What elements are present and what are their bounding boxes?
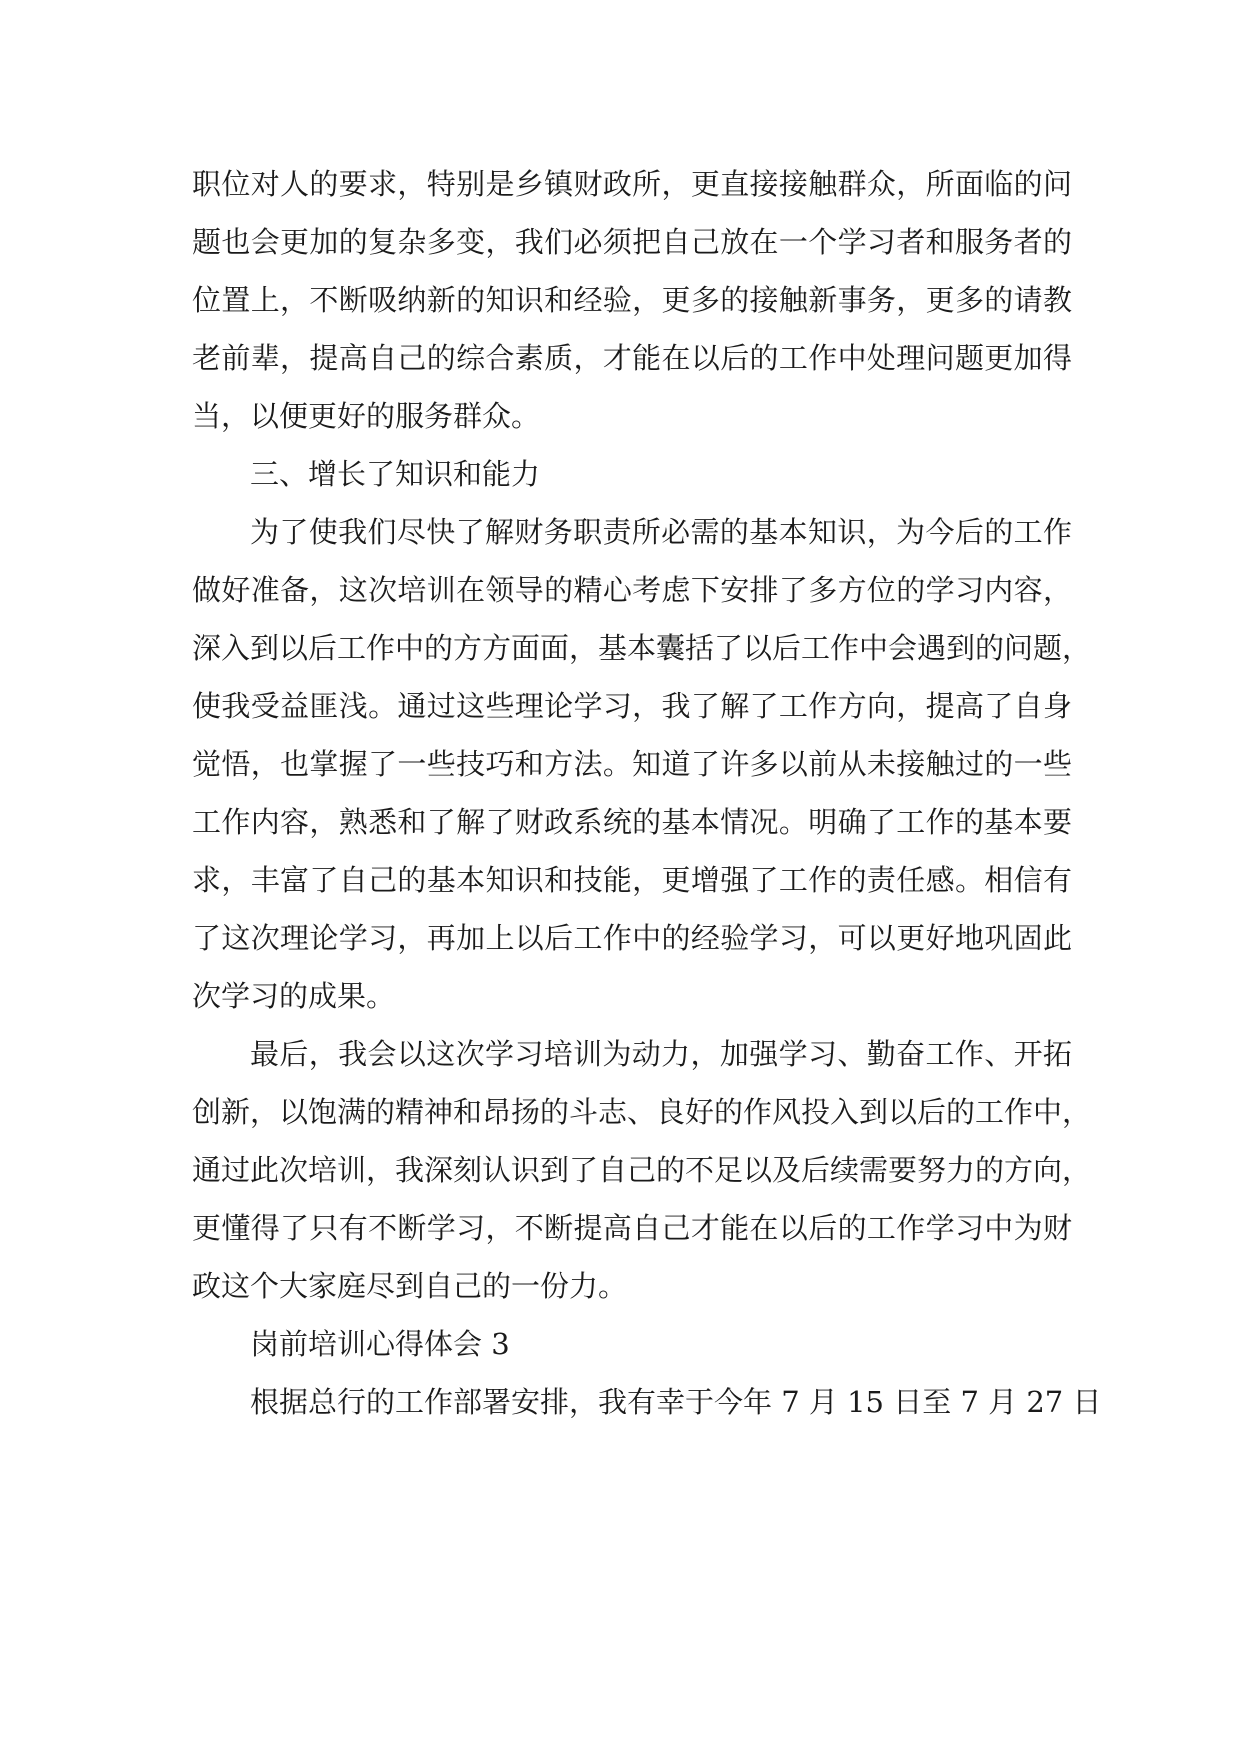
- paragraph-line: 深入到以后工作中的方方面面，基本囊括了以后工作中会遇到的问题，: [192, 631, 1092, 665]
- paragraph-line: 当，以便更好的服务群众。: [192, 399, 541, 433]
- paragraph-line: 创新，以饱满的精神和昂扬的斗志、良好的作风投入到以后的工作中，: [192, 1095, 1092, 1129]
- paragraph-line: 觉悟，也掌握了一些技巧和方法。知道了许多以前从未接触过的一些: [192, 747, 1072, 781]
- paragraph-line: 工作内容，熟悉和了解了财政系统的基本情况。明确了工作的基本要: [192, 805, 1072, 839]
- paragraph-line: 政这个大家庭尽到自己的一份力。: [192, 1269, 628, 1303]
- section-heading: 三、增长了知识和能力: [250, 457, 541, 491]
- paragraph-line: 求，丰富了自己的基本知识和技能，更增强了工作的责任感。相信有: [192, 863, 1072, 897]
- paragraph-line: 更懂得了只有不断学习，不断提高自己才能在以后的工作学习中为财: [192, 1211, 1072, 1245]
- paragraph-line: 最后，我会以这次学习培训为动力，加强学习、勤奋工作、开拓: [250, 1037, 1072, 1071]
- paragraph-line: 位置上，不断吸纳新的知识和经验，更多的接触新事务，更多的请教: [192, 283, 1072, 317]
- paragraph-line: 了这次理论学习，再加上以后工作中的经验学习，可以更好地巩固此: [192, 921, 1072, 955]
- paragraph-line: 做好准备，这次培训在领导的精心考虑下安排了多方位的学习内容，: [192, 573, 1072, 607]
- paragraph-line: 使我受益匪浅。通过这些理论学习，我了解了工作方向，提高了自身: [192, 689, 1072, 723]
- section-heading: 岗前培训心得体会 3: [250, 1327, 510, 1361]
- paragraph-line: 职位对人的要求，特别是乡镇财政所，更直接接触群众，所面临的问: [192, 167, 1072, 201]
- paragraph-line: 为了使我们尽快了解财务职责所必需的基本知识，为今后的工作: [250, 515, 1072, 549]
- paragraph-line: 题也会更加的复杂多变，我们必须把自己放在一个学习者和服务者的: [192, 225, 1072, 259]
- paragraph-line: 根据总行的工作部署安排，我有幸于今年 7 月 15 日至 7 月 27 日: [250, 1385, 1102, 1419]
- paragraph-line: 通过此次培训，我深刻认识到了自己的不足以及后续需要努力的方向，: [192, 1153, 1092, 1187]
- paragraph-line: 次学习的成果。: [192, 979, 396, 1013]
- paragraph-line: 老前辈，提高自己的综合素质，才能在以后的工作中处理问题更加得: [192, 341, 1072, 375]
